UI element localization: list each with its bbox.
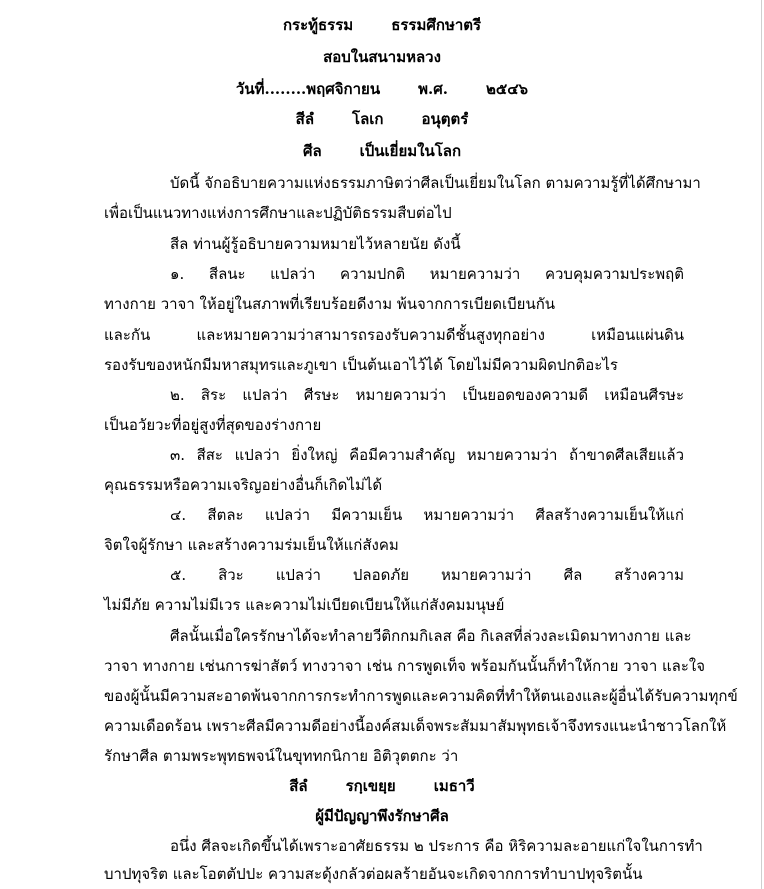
paragraph-line: ๕. สิวะ แปลว่า ปลอดภัย หมายความว่า ศีล สร้างความ (170, 566, 684, 584)
paragraph-line: ๑. สีลนะ แปลว่า ความปกติ หมายความว่า ควบคุมความประพฤติ (170, 265, 684, 283)
paragraph-line: เป็นอวัยวะที่อยู่สูงที่สุดของร่างกาย (104, 416, 322, 434)
header-date: วันที่........พฤศจิกายน พ.ศ. ๒๕๔๖ (235, 80, 529, 98)
paragraph-line: ๒. สิระ แปลว่า ศีรษะ หมายความว่า เป็นยอดของความดี เหมือนศีรษะ (170, 386, 684, 404)
paragraph-line: บัดนี้ จักอธิบายความแห่งธรรมภาษิตว่าศีลเป็นเยี่ยมในโลก ตามความรู้ที่ได้ศึกษามา (170, 174, 701, 192)
paragraph-line: วาจา ทางกาย เช่นการฆ่าสัตว์ ทางวาจา เช่น การพูดเท็จ พร้อมกันนั้นก็ทำให้กาย วาจา และใจ (104, 657, 706, 675)
paragraph-line: ความเดือดร้อน เพราะศีลมีความดีอย่างนี้องค์สมเด็จพระสัมมาสัมพุทธเจ้าจึงทรงแนะนำชาวโลกให้ (104, 717, 727, 735)
paragraph-line: คุณธรรมหรือความเจริญอย่างอื่นก็เกิดไม่ได้ (104, 476, 383, 494)
paragraph-line: จิตใจผู้รักษา และสร้างความร่มเย็นให้แก่สังคม (104, 536, 399, 554)
paragraph-line: ไม่มีภัย ความไม่มีเวร และความไม่เบียดเบียนให้แก่สังคมมนุษย์ (104, 596, 505, 614)
paragraph-line: บาปทุจริต และโอตตัปปะ ความสะดุ้งกลัวต่อผลร้ายอันจะเกิดจากการทำบาปทุจริตนั้น (104, 865, 643, 883)
paragraph-line: ศีลนั้นเมื่อใครรักษาได้จะทำลายวีติกกมกิเลส คือ กิเลสที่ล่วงละเมิดมาทางกาย และ (170, 627, 692, 645)
paragraph-line: อนึ่ง ศีลจะเกิดขึ้นได้เพราะอาศัยธรรม ๒ ประการ คือ หิริความละอายแก่ใจในการทำ (170, 837, 703, 855)
quote-translation: ผู้มีปัญญาพึงรักษาศีล (315, 807, 449, 825)
paragraph-line: ของผู้นั้นมีความสะอาดพ้นจากการกระทำการพูดและความคิดที่ทำให้ตนเองและผู้อื่นได้รับความทุกข์ (104, 687, 738, 705)
paragraph-line: รักษาศีล ตามพระพุทธพจน์ในขุททกนิกาย อิติวุตตกะ ว่า (104, 747, 459, 765)
paragraph-line: สีล ท่านผู้รู้อธิบายความหมายไว้หลายนัย ดังนี้ (170, 235, 461, 253)
header-pali-motto: สีลํ โลเก อนุตฺตรํ (295, 110, 469, 128)
paragraph-line: เพื่อเป็นแนวทางแห่งการศึกษาและปฏิบัติธรรมสืบต่อไป (104, 204, 452, 222)
paragraph-line: ๓. สีสะ แปลว่า ยิ่งใหญ่ คือมีความสำคัญ หมายความว่า ถ้าขาดศีลเสียแล้ว (170, 446, 684, 464)
paragraph-line: และกัน และหมายความว่าสามารถรองรับความดีชั้นสูงทุกอย่าง เหมือนแผ่นดิน (104, 326, 684, 344)
header-exam-place: สอบในสนามหลวง (323, 48, 441, 66)
paragraph-line: ๔. สีตละ แปลว่า มีความเย็น หมายความว่า ศีลสร้างความเย็นให้แก่ (170, 506, 684, 524)
header-thai-motto: ศีล เป็นเยี่ยมในโลก (302, 142, 462, 160)
pali-quote: สีลํ รกฺเขยฺย เมธาวี (289, 777, 475, 795)
header-title: กระทู้ธรรม ธรรมศึกษาตรี (282, 16, 482, 34)
paragraph-line: ทางกาย วาจา ให้อยู่ในสภาพที่เรียบร้อยดีงาม พ้นจากการเบียดเบียนกัน (104, 295, 556, 313)
paragraph-line: รองรับของหนักมีมหาสมุทรและภูเขา เป็นต้นเอาไว้ได้ โดยไม่มีความผิดปกติอะไร (104, 356, 618, 374)
